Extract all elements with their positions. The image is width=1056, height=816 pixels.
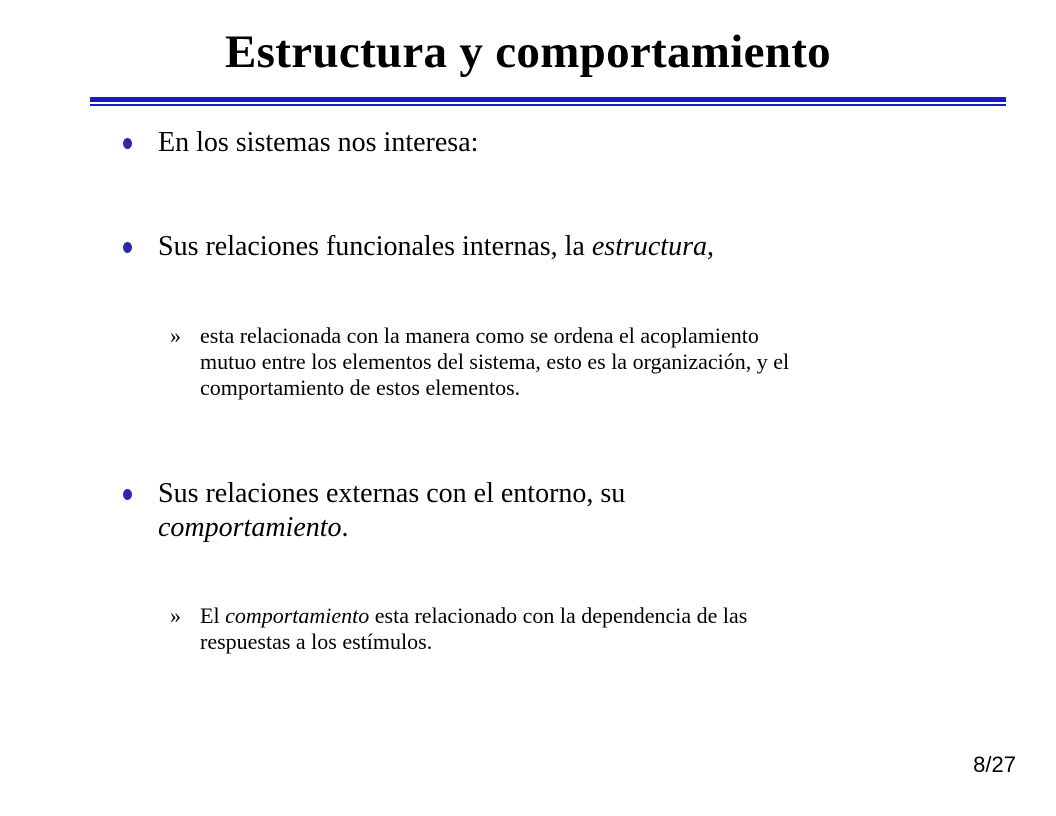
title-rule-thick: [90, 97, 1006, 102]
sub-bullet-2-after: esta relacionado con la dependencia de las: [369, 603, 748, 628]
sub-bullet-marker: »: [170, 323, 181, 348]
bullet-dot-icon: [123, 138, 132, 149]
bullet-3-line-1: Sus relaciones externas con el entorno, su: [158, 478, 626, 509]
sub-bullet-2-line-2: respuestas a los estímulos.: [200, 629, 433, 654]
sub-bullet-2-before: El: [200, 603, 226, 628]
sub-bullet-marker: »: [170, 603, 181, 628]
bullet-dot-icon: [123, 242, 132, 253]
bullet-1-text: En los sistemas nos interesa:: [158, 127, 479, 158]
bullet-3-line-2: [158, 511, 625, 545]
sub-bullet-2-text: [200, 603, 1000, 655]
page-total: /27: [985, 752, 1016, 777]
bullet-2-emphasis: estructura: [591, 231, 707, 262]
sub-bullet-2-emphasis: comportamiento: [225, 603, 370, 628]
bullet-3-text-after: .: [341, 512, 349, 543]
bullet-3-emphasis: comportamiento: [158, 512, 342, 543]
sub-bullet-1-line: comportamiento de estos elementos.: [200, 375, 521, 400]
slide-title: Estructura y comportamiento: [225, 26, 831, 78]
page-current: 8: [973, 752, 986, 777]
sub-bullet-2-line-1: [200, 603, 1000, 629]
bullet-2-text-after: ,: [706, 231, 714, 262]
bullet-2-text: [158, 230, 714, 264]
sub-bullet-1-line: esta relacionada con la manera como se ordena el acoplamiento: [200, 323, 759, 348]
title-rule-thin: [90, 104, 1006, 106]
page-number: [973, 752, 1016, 778]
sub-bullet-1-line: mutuo entre los elementos del sistema, esto es la organización, y el: [200, 349, 790, 374]
bullet-dot-icon: [123, 489, 132, 500]
bullet-2-text-before: Sus relaciones funcionales internas, la: [158, 231, 592, 262]
bullet-3-text: [158, 477, 625, 545]
sub-bullet-1-text: [200, 323, 1000, 401]
